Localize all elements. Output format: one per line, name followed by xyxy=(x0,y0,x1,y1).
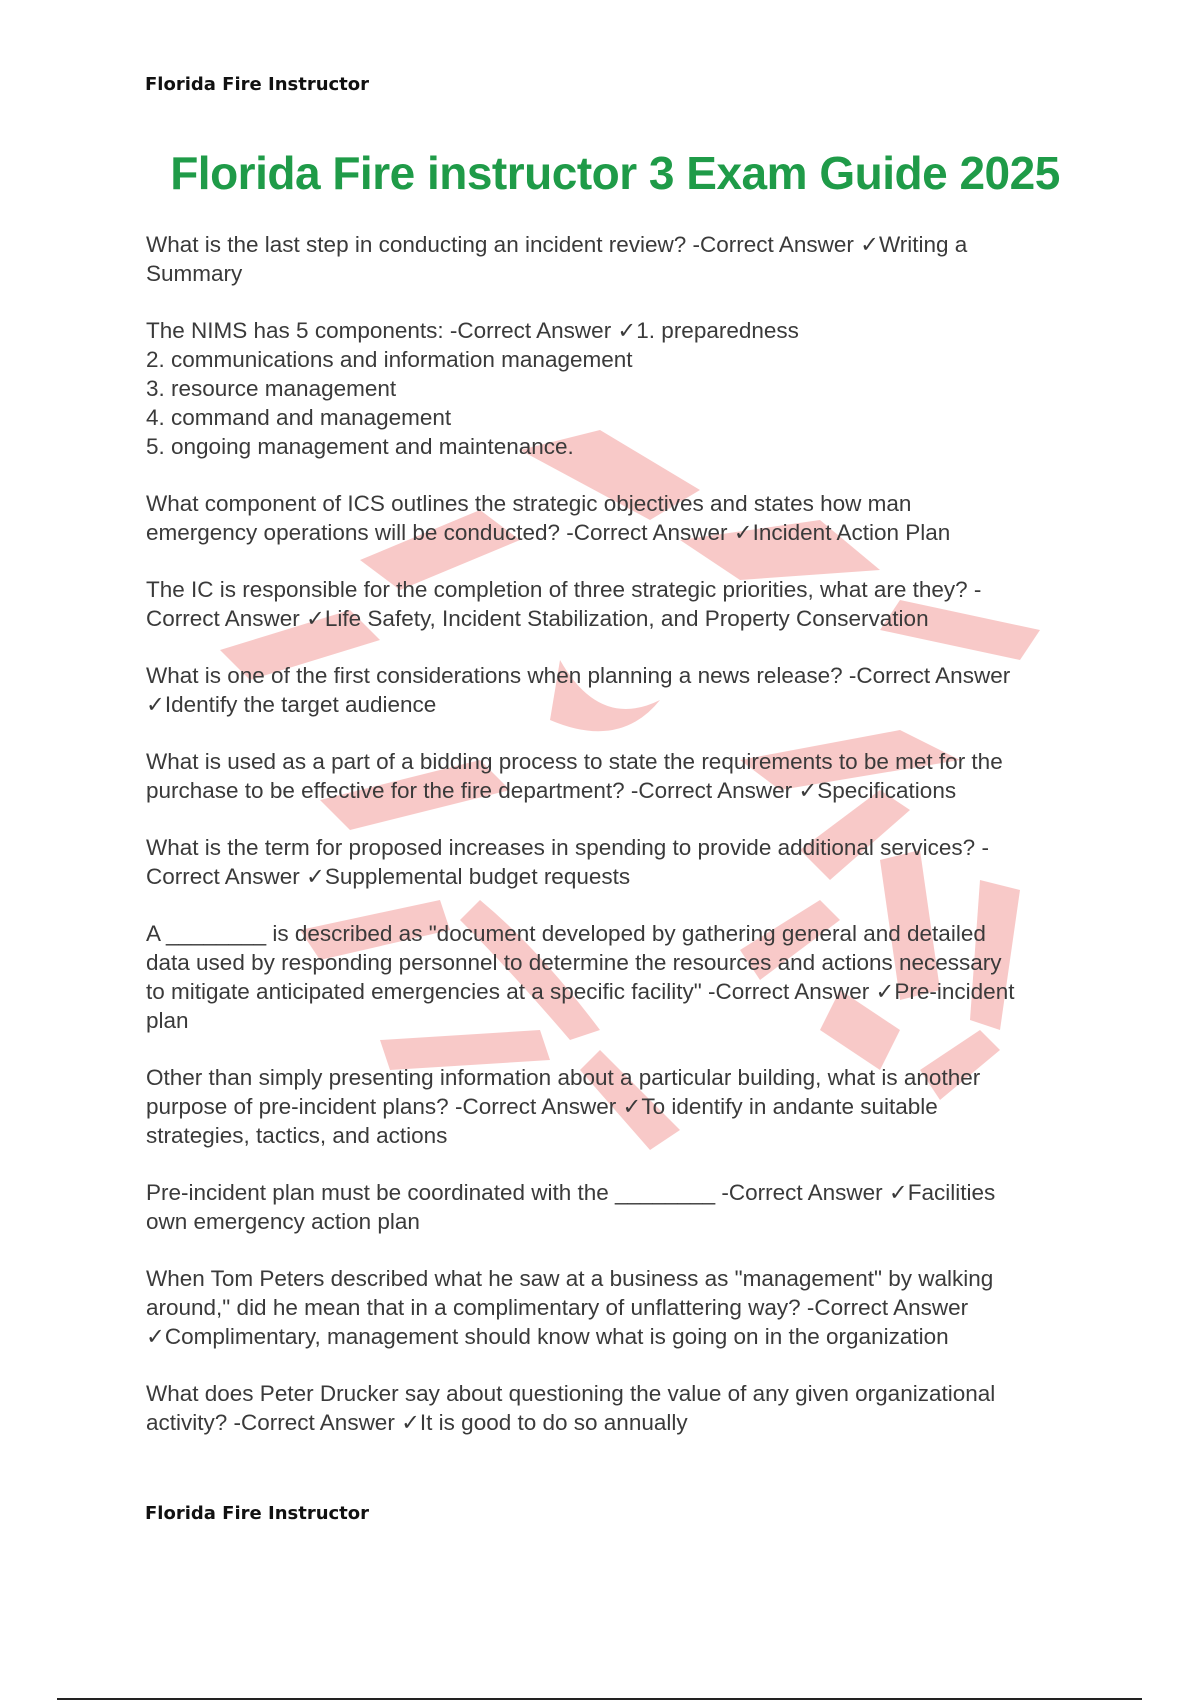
qa-item: What component of ICS outlines the strategic objectives and states how man emergency operations will be conducted? -Correct Answer ✓Incident Action Plan xyxy=(146,491,951,545)
qa-item: The NIMS has 5 components: -Correct Answer ✓1. preparedness 2. communications and information management 3. resource management 4. command and management 5. ongoing management and maintenance. xyxy=(146,318,799,459)
qa-item: When Tom Peters described what he saw at a business as "management" by walking around," did he mean that in a complimentary of unflattering way? -Correct Answer ✓Complimentary, management should know what is going on in the organization xyxy=(146,1266,994,1349)
qa-item: Pre-incident plan must be coordinated with the ________ -Correct Answer ✓Facilities own emergency action plan xyxy=(146,1180,996,1234)
qa-list xyxy=(146,230,1096,1465)
page-title: Florida Fire instructor 3 Exam Guide 2025 xyxy=(170,147,1060,199)
qa-item: What does Peter Drucker say about questioning the value of any given organizational activity? -Correct Answer ✓It is good to do so annually xyxy=(146,1381,996,1435)
qa-item: The IC is responsible for the completion of three strategic priorities, what are they? - Correct Answer ✓Life Safety, Incident Stabilization, and Property Conservation xyxy=(146,577,982,631)
page-header-label: Florida Fire Instructor xyxy=(145,74,370,95)
qa-item: What is the last step in conducting an incident review? -Correct Answer ✓Writing a Summary xyxy=(146,232,968,286)
qa-item: What is the term for proposed increases in spending to provide additional services? - Correct Answer ✓Supplemental budget requests xyxy=(146,835,989,889)
qa-item: A ________ is described as "document developed by gathering general and detailed data used by responding personnel to determine the resources and actions necessary to mitigate anticipated emergencies at a specific facility" -Correct Answer ✓Pre-incident plan xyxy=(146,921,1015,1033)
qa-item: Other than simply presenting information about a particular building, what is another purpose of pre-incident plans? -Correct Answer ✓To identify in andante suitable strategies, tactics, and actions xyxy=(146,1065,981,1148)
page-footer-label: Florida Fire Instructor xyxy=(145,1503,370,1524)
qa-item: What is used as a part of a bidding process to state the requirements to be met for the purchase to be effective for the fire department? -Correct Answer ✓Specifications xyxy=(146,749,1003,803)
qa-item: What is one of the first considerations when planning a news release? -Correct Answer ✓Identify the target audience xyxy=(146,663,1011,717)
